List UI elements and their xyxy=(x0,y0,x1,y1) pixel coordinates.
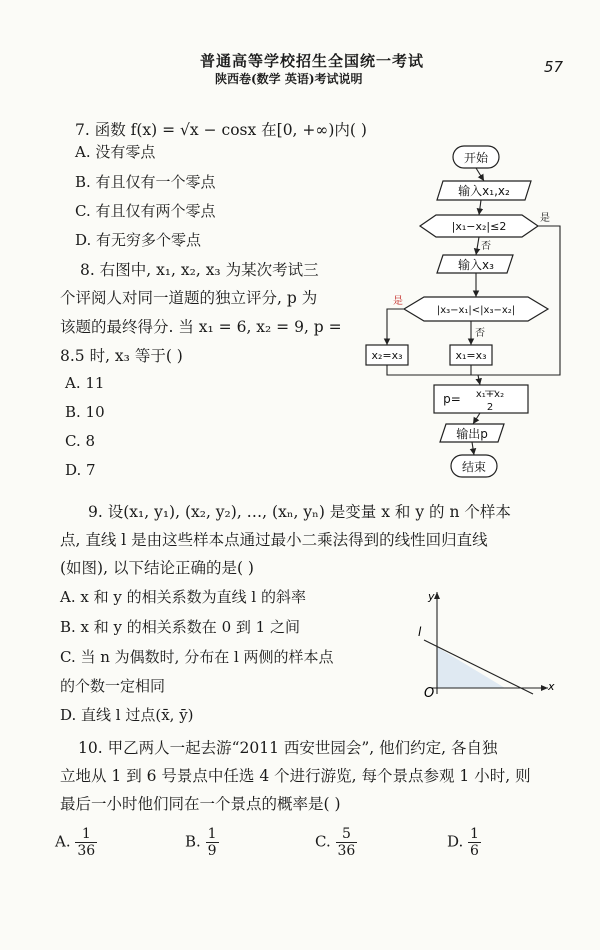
flow-yes-label-1: 是 xyxy=(540,213,550,224)
q10-option-d-letter: D. xyxy=(447,832,464,851)
flow-yes-label-2: 是 xyxy=(393,296,403,307)
q10-option-d-den: 6 xyxy=(470,843,479,859)
q9-option-a: A. x 和 y 的相关系数为直线 l 的斜率 xyxy=(60,588,306,606)
header-subtitle: 陕西卷(数学 英语)考试说明 xyxy=(215,72,363,86)
graph-line-label: l xyxy=(418,625,422,639)
q7-option-c: C. 有且仅有两个零点 xyxy=(75,202,216,220)
header-title: 普通高等学校招生全国统一考试 xyxy=(200,52,425,70)
q7-option-d: D. 有无穷多个零点 xyxy=(75,231,202,249)
q7-option-b: B. 有且仅有一个零点 xyxy=(75,173,216,191)
q9-option-c-cont: 的个数一定相同 xyxy=(60,677,166,695)
q10-option-b-letter: B. xyxy=(185,832,201,851)
graph-origin-label: O xyxy=(424,686,435,701)
x-axis-arrow xyxy=(541,685,548,691)
q10-option-b-den: 9 xyxy=(207,843,217,859)
flow-start: 开始 xyxy=(463,151,489,165)
q8-option-c: C. 8 xyxy=(65,432,96,450)
q10-option-a-num: 1 xyxy=(75,826,97,843)
graph-x-label: x xyxy=(548,680,555,693)
q10-option-c-num: 5 xyxy=(336,826,358,843)
graph-shaded-region xyxy=(437,647,505,688)
q10-option-a-letter: A. xyxy=(55,832,71,851)
flow-output: 输出p xyxy=(456,427,488,441)
q10-line-2: 立地从 1 到 6 号景点中任选 4 个进行游览, 每个景点参观 1 小时, 则 xyxy=(60,767,531,785)
q8-option-d: D. 7 xyxy=(65,461,96,479)
graph-y-label: y xyxy=(428,590,435,603)
flow-assign-left: x₂=x₃ xyxy=(371,349,403,362)
flow-input-3: 输入x₃ xyxy=(458,258,494,272)
q10-option-b-num: 1 xyxy=(207,826,217,842)
q10-option-b xyxy=(185,826,219,859)
q10-option-a-den: 36 xyxy=(77,843,96,859)
flow-cond2: |x₃−x₁|<|x₃−x₂| xyxy=(436,305,516,316)
q8-option-a: A. 11 xyxy=(65,374,105,392)
q10-option-c-fraction xyxy=(336,826,358,859)
q10-option-c-letter: C. xyxy=(315,832,331,851)
q9-option-b: B. x 和 y 的相关系数在 0 到 1 之间 xyxy=(60,618,300,636)
q10-option-b-fraction xyxy=(206,826,219,859)
q10-option-c xyxy=(315,826,357,859)
flow-p-lhs: p= xyxy=(443,392,461,406)
q10-option-d xyxy=(447,826,481,859)
q9-line-2: 点, 直线 l 是由这些样本点通过最小二乘法得到的线性回归直线 xyxy=(60,531,488,549)
q9-option-c: C. 当 n 为偶数时, 分布在 l 两侧的样本点 xyxy=(60,648,334,666)
flow-p-denominator: 2 xyxy=(486,402,494,413)
q10-option-c-den: 36 xyxy=(337,843,356,859)
q9-option-d: D. 直线 l 过点(x̄, ȳ) xyxy=(60,706,194,724)
flow-end: 结束 xyxy=(461,460,487,474)
flow-cond1: |x₁−x₂|≤2 xyxy=(451,220,507,233)
q7-stem: 7. 函数 f(x) = √x − cosx 在[0, +∞)内( ) xyxy=(75,121,367,139)
q10-line-3: 最后一小时他们同在一个景点的概率是( ) xyxy=(60,795,341,813)
q7-option-a: A. 没有零点 xyxy=(75,143,156,161)
flow-assign-right: x₁=x₃ xyxy=(455,349,487,362)
q8-option-b: B. 10 xyxy=(65,403,105,421)
q10-line-1: 10. 甲乙两人一起去游“2011 西安世园会”, 他们约定, 各自独 xyxy=(78,739,498,757)
q8-line-2: 个评阅人对同一道题的独立评分, p 为 xyxy=(60,289,318,307)
q8-line-4: 8.5 时, x₃ 等于( ) xyxy=(60,347,183,365)
flow-no-label-1: 否 xyxy=(481,241,491,252)
y-axis-arrow xyxy=(434,592,440,599)
q8-line-1: 8. 右图中, x₁, x₂, x₃ 为某次考试三 xyxy=(80,261,319,279)
q10-option-a-fraction xyxy=(75,826,97,859)
flow-p-numerator: x₁+x₂ xyxy=(475,389,505,400)
flow-input-12: 输入x₁,x₂ xyxy=(458,184,510,198)
q8-line-3: 该题的最终得分. 当 x₁ = 6, x₂ = 9, p = xyxy=(60,318,342,336)
q9-line-3: (如图), 以下结论正确的是( ) xyxy=(60,559,254,577)
q10-option-d-fraction xyxy=(468,826,481,859)
flow-no-label-2: 否 xyxy=(475,328,485,339)
page-number: 57 xyxy=(544,58,564,76)
q10-option-a xyxy=(55,826,97,859)
q10-option-d-num: 1 xyxy=(470,826,479,842)
q9-line-1: 9. 设(x₁, y₁), (x₂, y₂), …, (xₙ, yₙ) 是变量 x 和 y 的 n 个样本 xyxy=(88,503,511,521)
